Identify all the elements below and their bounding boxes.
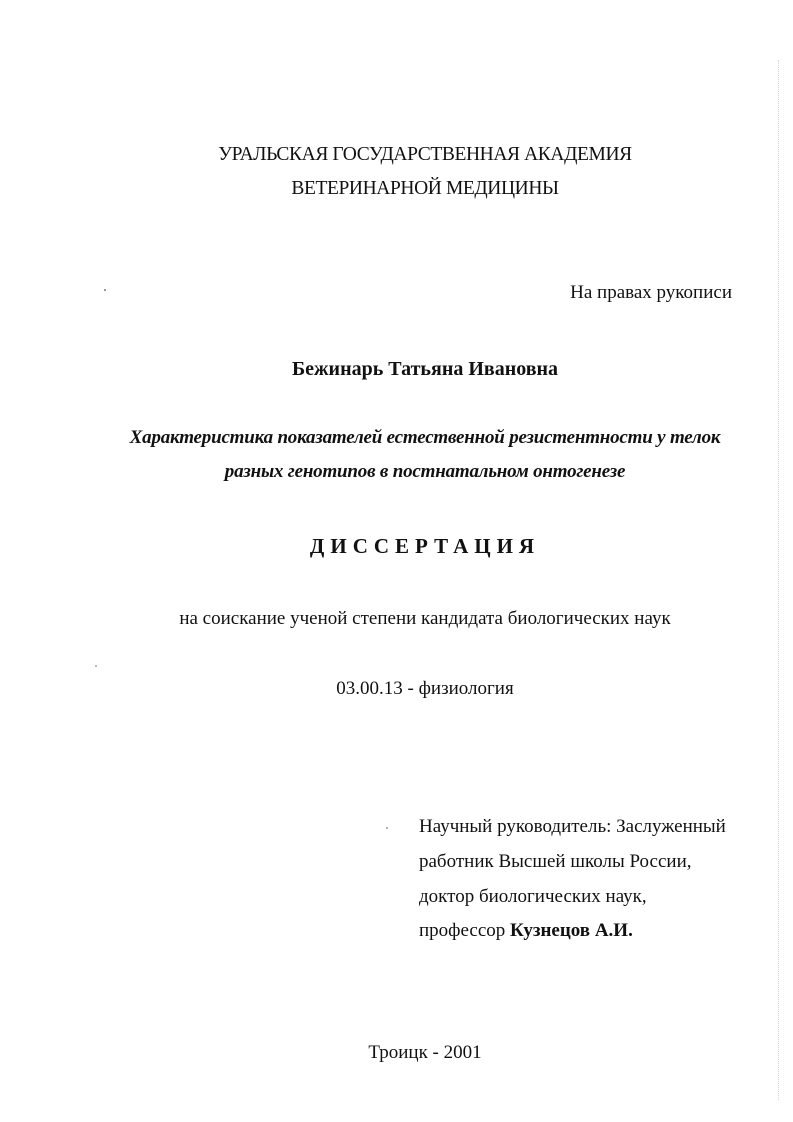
institution-line-1: УРАЛЬСКАЯ ГОСУДАРСТВЕННАЯ АКАДЕМИЯ — [218, 144, 632, 165]
supervisor-title: профессор — [419, 920, 511, 941]
scan-speck — [386, 827, 388, 829]
place-and-year: Троицк - 2001 — [368, 1042, 482, 1063]
manuscript-note: На правах рукописи — [570, 282, 732, 303]
scan-edge — [777, 60, 779, 1100]
document-type: ДИССЕРТАЦИЯ — [309, 534, 541, 558]
institution-line-2: ВЕТЕРИНАРНОЙ МЕДИЦИНЫ — [291, 178, 559, 199]
scan-speck — [95, 665, 97, 667]
degree-line: на соискание ученой степени кандидата биологических наук — [179, 608, 671, 629]
scan-speck — [104, 289, 106, 291]
supervisor-line-3: доктор биологических наук, — [419, 886, 647, 907]
thesis-title-line-2: разных генотипов в постнатальном онтогенезе — [224, 461, 626, 482]
supervisor-line-4 — [419, 920, 633, 942]
author-name: Бежинарь Татьяна Ивановна — [291, 358, 559, 380]
supervisor-line-1: Научный руководитель: Заслуженный — [419, 816, 726, 837]
supervisor-name: Кузнецов А.И. — [510, 920, 633, 941]
thesis-title-line-1: Характеристика показателей естественной резистентности у телок — [129, 427, 721, 448]
supervisor-line-2: работник Высшей школы России, — [419, 851, 692, 872]
specialty-line: 03.00.13 - физиология — [336, 678, 514, 699]
